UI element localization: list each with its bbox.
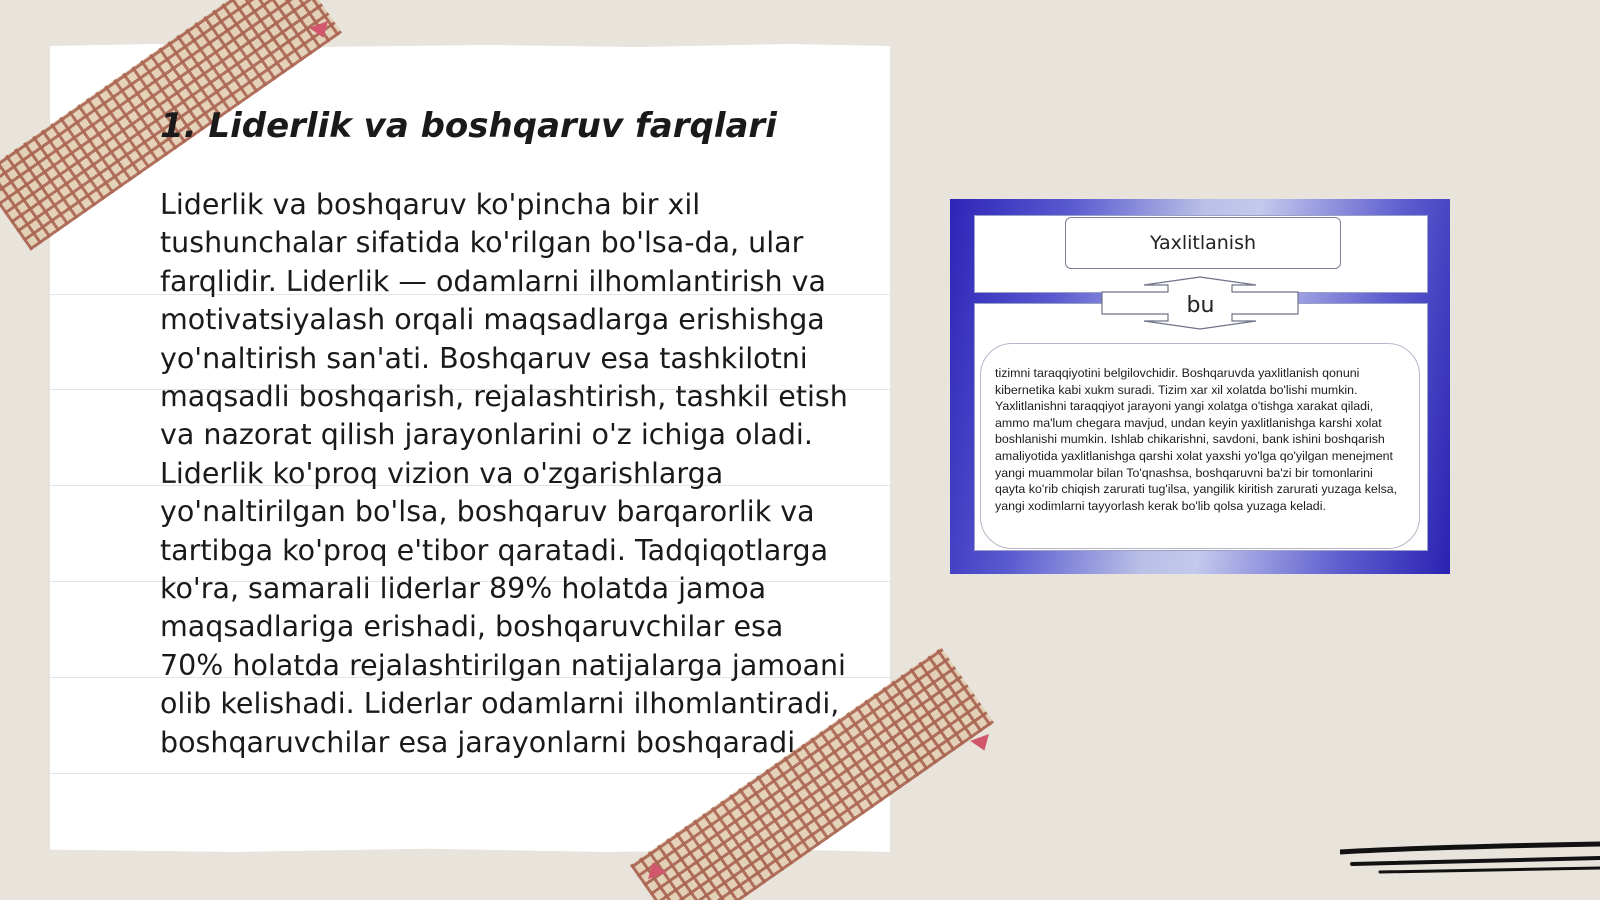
diagram-title-box: Yaxlitlanish bbox=[1065, 217, 1341, 269]
brush-stroke-decoration bbox=[1340, 840, 1600, 900]
diagram-text-box bbox=[980, 343, 1420, 549]
diagram-description: tizimni taraqqiyotini belgilovchidir. Boshqaruvda yaxlitlanish qonuni kibernetika kabi xukm suradi. Tizim xar xil xolatda bo'lishi mumkin. Yaxlitlanishni taraqqiyot jarayoni yangi xolatga o'tishga xarakat qiladi, ammo ma'lum chegara mavjud, undan keyin yaxlitlanishga karshi xolat boshlanishi mumkin. Ishlab chikarishni, savdoni, bank ishini boshqarish amaliyotida yaxlitlanishga qarshi xolat yaxshi yo'lga qo'yilgan menejment yangi muammolar bilan To'qnashsa, boshqaruvni ba'zi bir tomonlarini qayta ko'rib chiqish zarurati tug'ilsa, yangilik kiritish zarurati yuzaga kelsa, yangi xodimlarni tayyorlash kerak bo'lib qolsa yuzaga keladi. bbox=[995, 366, 1398, 513]
slide-body-text: Liderlik va boshqaruv ko'pincha bir xil tushunchalar sifatida ko'rilgan bo'lsa-da, ular farqlidir. Liderlik — odamlarni ilhomlantirish va motivatsiyalash orqali maqsadlarga erishishga yo'naltirish san'ati. Boshqaruv esa tashkilotni maqsadli boshqarish, rejalashtirish, tashkil etish va nazorat qilish jarayonlarini o'z ichiga oladi. Liderlik ko'proq vizion va o'zgarishlarga yo'naltirilgan bo'lsa, boshqaruv barqarorlik va tartibga ko'proq e'tibor qaratadi. Tadqiqotlarga ko'ra, samarali liderlar 89% holatda jamoa maqsadlariga erishadi, boshqaruvchilar esa 70% holatda rejalashtirilgan natijalarga jamoani olib kelishadi. Liderlar odamlarni ilhomlantiradi, boshqaruvchilar esa jarayonlarni boshqaradi. bbox=[160, 188, 848, 759]
diagram-image bbox=[950, 199, 1450, 574]
diagram-arrow-label: bu bbox=[1186, 292, 1215, 318]
tape-flag-bottom-right bbox=[970, 734, 994, 754]
slide-title: 1. Liderlik va boshqaruv farqlari bbox=[160, 106, 777, 146]
